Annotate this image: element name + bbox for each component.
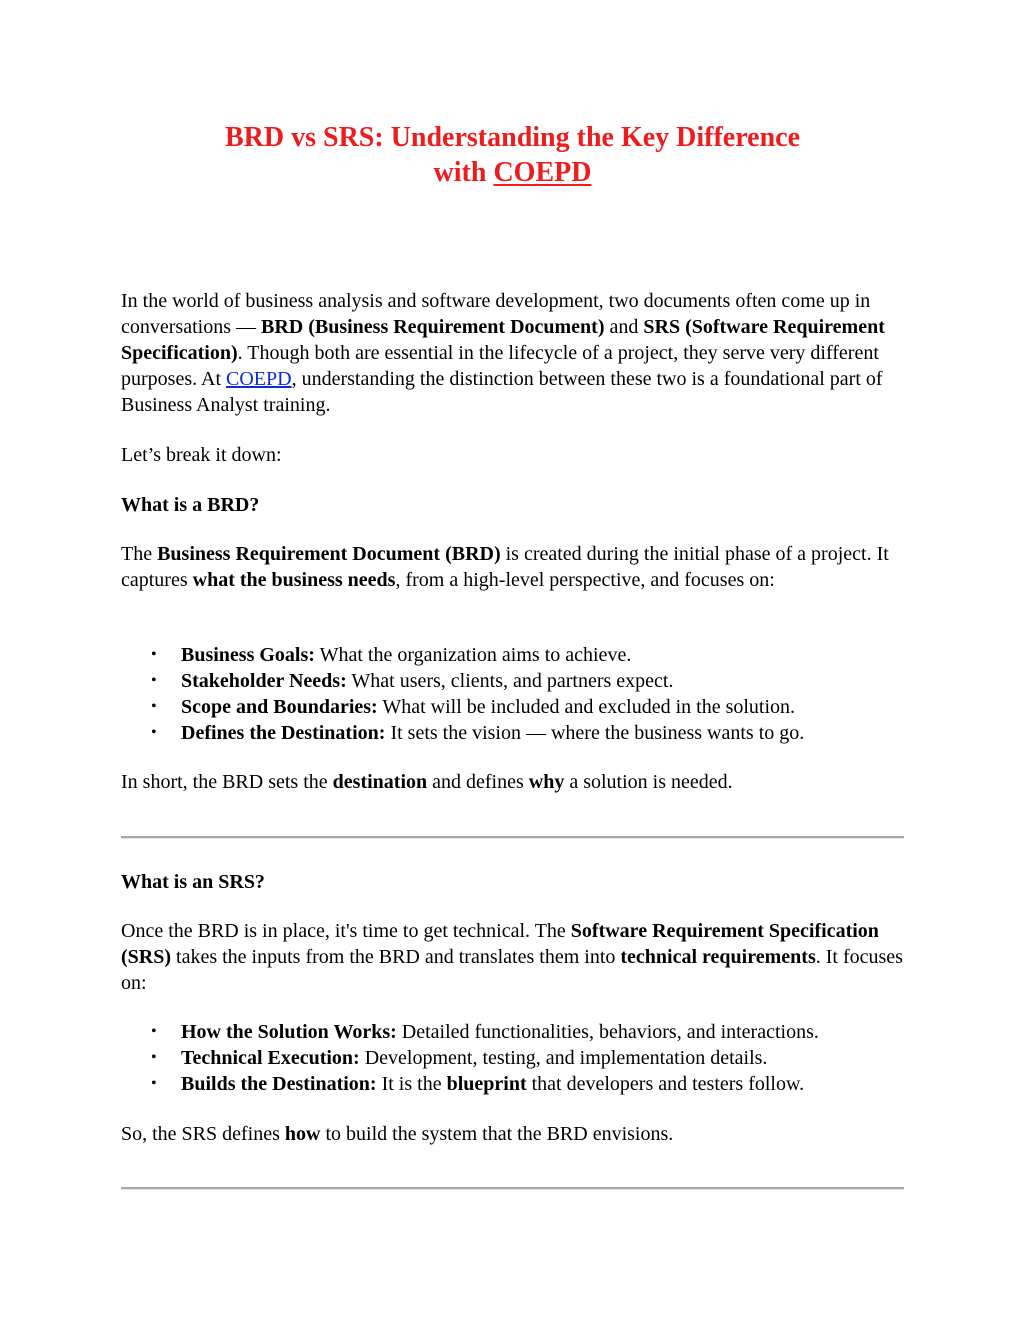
brd-summary-text-2: and defines: [427, 771, 529, 793]
srs-summary-text-2: to build the system that the BRD envisions.: [320, 1123, 674, 1145]
brd-heading-text: What is a BRD?: [121, 494, 260, 516]
bullet-icon: •: [151, 1049, 157, 1066]
list-item: [121, 668, 904, 694]
coepd-link[interactable]: COEPD: [226, 368, 292, 390]
srs-bold-2: technical requirements: [620, 946, 816, 968]
bullet-icon: •: [151, 646, 157, 663]
bullet-icon: •: [151, 1023, 157, 1040]
bullet-text: Detailed functionalities, behaviors, and interactions.: [396, 1021, 819, 1043]
intro-bold-srs: SRS (Software Requirement Specification): [121, 316, 885, 364]
srs-text-3: . It focuses on:: [121, 946, 903, 994]
intro-text-4: , understanding the distinction between these two is a foundational part of Business Analyst training.: [121, 368, 883, 416]
list-item: [121, 694, 904, 720]
page-title: [121, 120, 904, 190]
bullet-label: Business Goals:: [181, 644, 315, 666]
brd-bold-2: what the business needs: [192, 569, 396, 591]
brd-paragraph: [121, 541, 904, 593]
bullet-text: What users, clients, and partners expect.: [346, 670, 674, 692]
brd-heading: [121, 492, 904, 518]
intro-bold-brd: BRD (Business Requirement Document): [260, 316, 605, 338]
title-line-1: BRD vs SRS: Understanding the Key Difference: [224, 122, 801, 153]
brd-summary: [121, 769, 904, 795]
brd-summary-text-3: a solution is needed.: [564, 771, 733, 793]
bullet-text: What will be included and excluded in the solution.: [377, 696, 796, 718]
brd-summary-bold-2: why: [528, 771, 565, 793]
brd-summary-bold-1: destination: [332, 771, 428, 793]
bullet-icon: •: [151, 1075, 157, 1092]
brd-text-2: is created during the initial phase of a project. It captures: [121, 543, 889, 591]
list-item: [121, 1019, 904, 1045]
intro-paragraph: [121, 288, 904, 418]
srs-text-2: takes the inputs from the BRD and translates them into: [171, 946, 621, 968]
bullet-icon: •: [151, 672, 157, 689]
brd-text-1: The: [121, 543, 158, 565]
bullet-label: Technical Execution:: [181, 1047, 360, 1069]
srs-paragraph: [121, 918, 904, 996]
srs-heading-text: What is an SRS?: [121, 871, 265, 893]
intro-text-2: and: [604, 316, 644, 338]
bullet-text: What the organization aims to achieve.: [314, 644, 632, 666]
bullet-icon: •: [151, 698, 157, 715]
brd-text-3: , from a high-level perspective, and focuses on:: [395, 569, 775, 591]
list-item: [121, 1071, 904, 1097]
bullet-icon: •: [151, 724, 157, 741]
title-brand-link[interactable]: COEPD: [493, 157, 592, 188]
breakdown-line: Let’s break it down:: [121, 444, 282, 466]
bullet-label: Stakeholder Needs:: [181, 670, 347, 692]
intro-text-1: In the world of business analysis and software development, two documents often come up in conversations —: [121, 290, 871, 338]
section-divider: [121, 1187, 904, 1190]
title-line-2-prefix: with: [433, 157, 494, 188]
srs-summary-text-1: So, the SRS defines: [121, 1123, 285, 1145]
srs-text-1: Once the BRD is in place, it's time to get technical. The: [121, 920, 571, 942]
list-item: [121, 642, 904, 668]
bullet-text: It is the: [376, 1073, 447, 1095]
brd-summary-text-1: In short, the BRD sets the: [121, 771, 333, 793]
brd-bullet-list: [121, 642, 904, 746]
srs-summary: [121, 1121, 904, 1147]
srs-bold-1: Software Requirement Specification (SRS): [121, 920, 879, 968]
bullet-label: Scope and Boundaries:: [181, 696, 378, 718]
srs-heading: [121, 869, 904, 895]
bullet-bold-blueprint: blueprint: [446, 1073, 527, 1095]
srs-bullet-list: [121, 1019, 904, 1097]
list-item: [121, 720, 904, 746]
list-item: [121, 1045, 904, 1071]
bullet-label: How the Solution Works:: [181, 1021, 397, 1043]
bullet-label: Defines the Destination:: [181, 722, 386, 744]
intro-text-3: . Though both are essential in the lifecycle of a project, they serve very different purposes. At: [121, 342, 879, 390]
section-divider: [121, 836, 904, 839]
bullet-text: It sets the vision — where the business wants to go.: [385, 722, 805, 744]
bullet-text-tail: that developers and testers follow.: [526, 1073, 805, 1095]
bullet-text: Development, testing, and implementation details.: [359, 1047, 768, 1069]
bullet-label: Builds the Destination:: [181, 1073, 377, 1095]
srs-summary-bold-1: how: [284, 1123, 321, 1145]
brd-bold-1: Business Requirement Document (BRD): [157, 543, 501, 565]
